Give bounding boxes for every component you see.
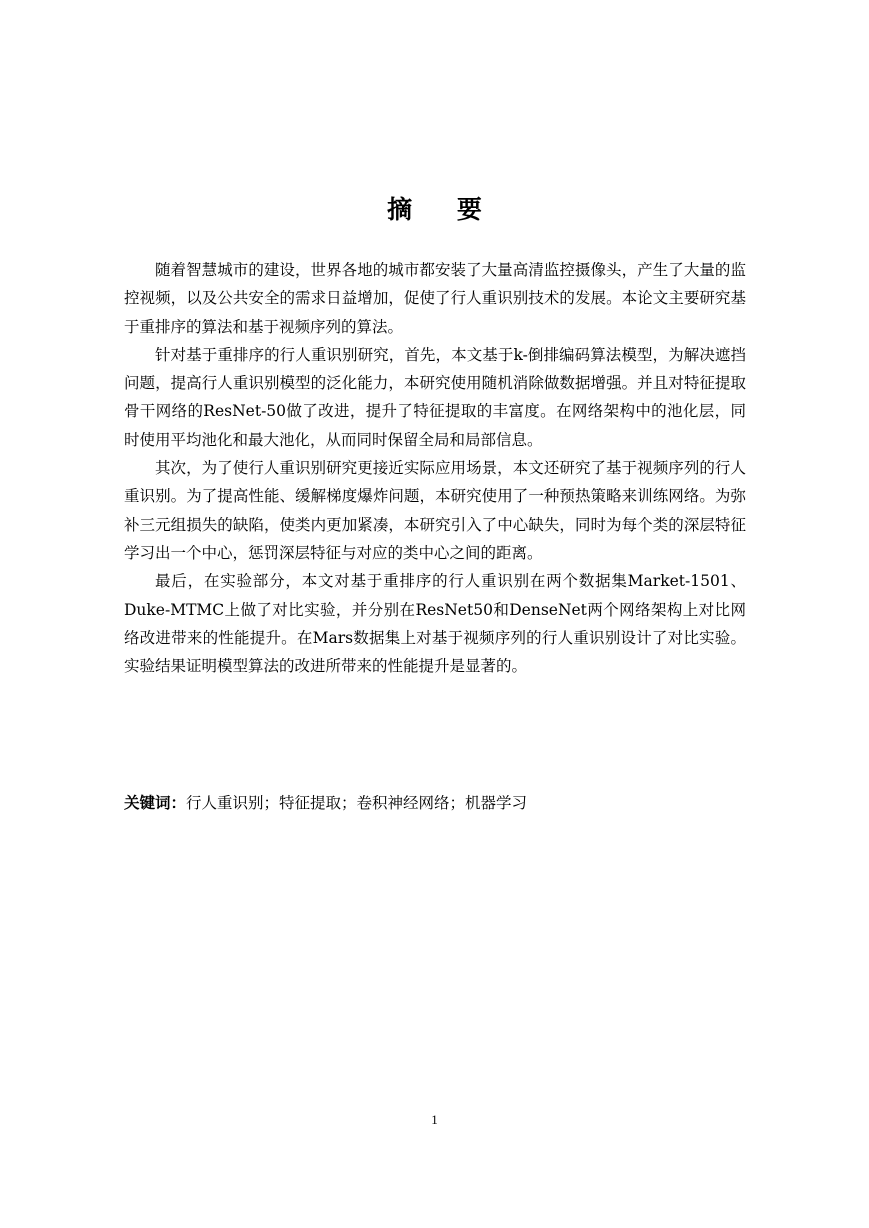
keywords-label: 关键词： [124,794,187,812]
paragraph-video-sequence: 其次，为了使行人重识别研究更接近实际应用场景，本文还研究了基于视频序列的行人重识别。为了提高性能、缓解梯度爆炸问题，本研究使用了一种预热策略来训练网络。为弥补三元组损失的缺陷，使类内更加紧凑，本研究引入了中心缺失，同时为每个类的深层特征学习出一个中心，惩罚深层特征与对应的类中心之间的距离。 [124,459,746,562]
page-title: 摘 要 [387,195,500,224]
abstract-body [124,256,746,680]
page-number: 1 [431,1112,438,1127]
keywords-list: 行人重识别；特征提取；卷积神经网络；机器学习 [186,794,528,812]
paragraph-intro: 随着智慧城市的建设，世界各地的城市都安装了大量高清监控摄像头，产生了大量的监控视频，以及公共安全的需求日益增加，促使了行人重识别技术的发展。本论文主要研究基于重排序的算法和基于视频序列的算法。 [124,261,746,336]
paragraph-reranking: 针对基于重排序的行人重识别研究，首先，本文基于k-倒排编码算法模型，为解决遮挡问题，提高行人重识别模型的泛化能力，本研究使用随机消除做数据增强。并且对特征提取骨干网络的ResNet-50做了改进，提升了特征提取的丰富度。在网络架构中的池化层，同时使用平均池化和最大池化，从而同时保留全局和局部信息。 [124,345,746,449]
paragraph-experiments: 最后，在实验部分，本文对基于重排序的行人重识别在两个数据集Market-1501、Duke-MTMC上做了对比实验，并分别在ResNet50和DenseNet两个网络架构上对比网络改进带来的性能提升。在Mars数据集上对基于视频序列的行人重识别设计了对比实验。实验结果证明模型算法的改进所带来的性能提升是显著的。 [124,572,746,676]
keywords-line [124,789,746,817]
